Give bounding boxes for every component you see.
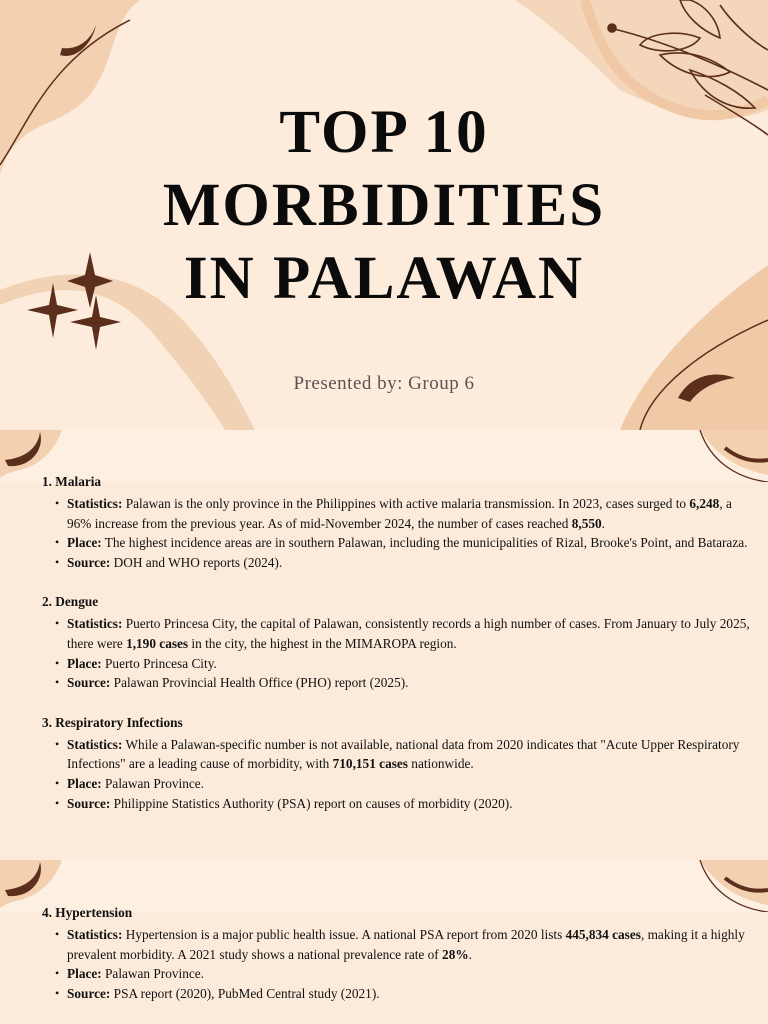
morbidity-item-malaria — [0, 472, 768, 572]
cover-page — [0, 0, 768, 430]
source-bullet: • Source: Palawan Provincial Health Office (PHO) report (2025). — [67, 673, 757, 693]
content-section-2 — [0, 903, 768, 1003]
item-details — [0, 735, 757, 813]
item-details — [0, 925, 757, 1003]
source-label: Source: — [67, 675, 111, 691]
morbidity-item-dengue — [0, 592, 768, 692]
statistics-label: Statistics: — [67, 927, 123, 942]
item-details — [0, 614, 757, 692]
item-heading: 2. Dengue — [42, 594, 99, 610]
morbidity-item-respiratory-infections — [0, 713, 768, 813]
source-bullet: • Source: DOH and WHO reports (2024). — [67, 553, 757, 573]
place-label: Place: — [67, 535, 102, 551]
item-heading: 4. Hypertension — [42, 905, 133, 920]
title-line-2: MORBIDITIES — [162, 172, 606, 239]
statistics-label: Statistics: — [67, 736, 123, 752]
place-bullet: • Place: Palawan Province. — [67, 964, 757, 984]
place-bullet: • Place: The highest incidence areas are in southern Palawan, including the municipalities of Rizal, Brooke's Point, and Bataraza. — [67, 533, 757, 553]
source-bullet: • Source: PSA report (2020), PubMed Central study (2021). — [67, 984, 757, 1004]
statistics-bullet: • Statistics: Hypertension is a major public health issue. A national PSA report from 2020 lists 445,834 cases, making it a highly prevalent morbidity. A 2021 study shows a national prevalence rate of 28%. — [67, 925, 757, 964]
statistics-bullet: • Statistics: While a Palawan-specific number is not available, national data from 2020 indicates that "Acute Upper Respiratory Infections" are a leading cause of morbidity, with 710,151 cases nationwide. — [67, 735, 757, 774]
statistics-bullet: • Statistics: Puerto Princesa City, the capital of Palawan, consistently records a high number of cases. From January to July 2025, there were 1,190 cases in the city, the highest in the MIMAROPA region. — [67, 614, 757, 653]
item-heading: 3. Respiratory Infections — [42, 714, 183, 730]
source-label: Source: — [67, 554, 111, 570]
source-label: Source: — [67, 795, 111, 811]
title-line-3: IN PALAWAN — [183, 245, 585, 312]
statistics-label: Statistics: — [67, 496, 123, 511]
item-heading: 1. Malaria — [42, 474, 102, 489]
place-bullet: • Place: Puerto Princesa City. — [67, 654, 757, 674]
place-label: Place: — [67, 655, 102, 671]
source-bullet: • Source: Philippine Statistics Authority (PSA) report on causes of morbidity (2020). — [67, 794, 757, 814]
morbidity-item-hypertension — [0, 903, 768, 1003]
source-label: Source: — [67, 985, 111, 1001]
page-title — [0, 96, 768, 315]
content-section-1 — [0, 472, 768, 813]
place-label: Place: — [67, 775, 102, 791]
presenter-text: Presented by: Group 6 — [293, 373, 475, 394]
statistics-label: Statistics: — [67, 616, 123, 632]
place-bullet: • Place: Palawan Province. — [67, 774, 757, 794]
item-details — [0, 494, 757, 572]
title-line-1: TOP 10 — [279, 99, 489, 166]
statistics-bullet: • Statistics: Palawan is the only province in the Philippines with active malaria transmission. In 2023, cases surged to 6,248, a 96% increase from the previous year. As of mid-November 2024, the number of cases reached 8,550. — [67, 494, 757, 533]
place-label: Place: — [67, 966, 102, 982]
